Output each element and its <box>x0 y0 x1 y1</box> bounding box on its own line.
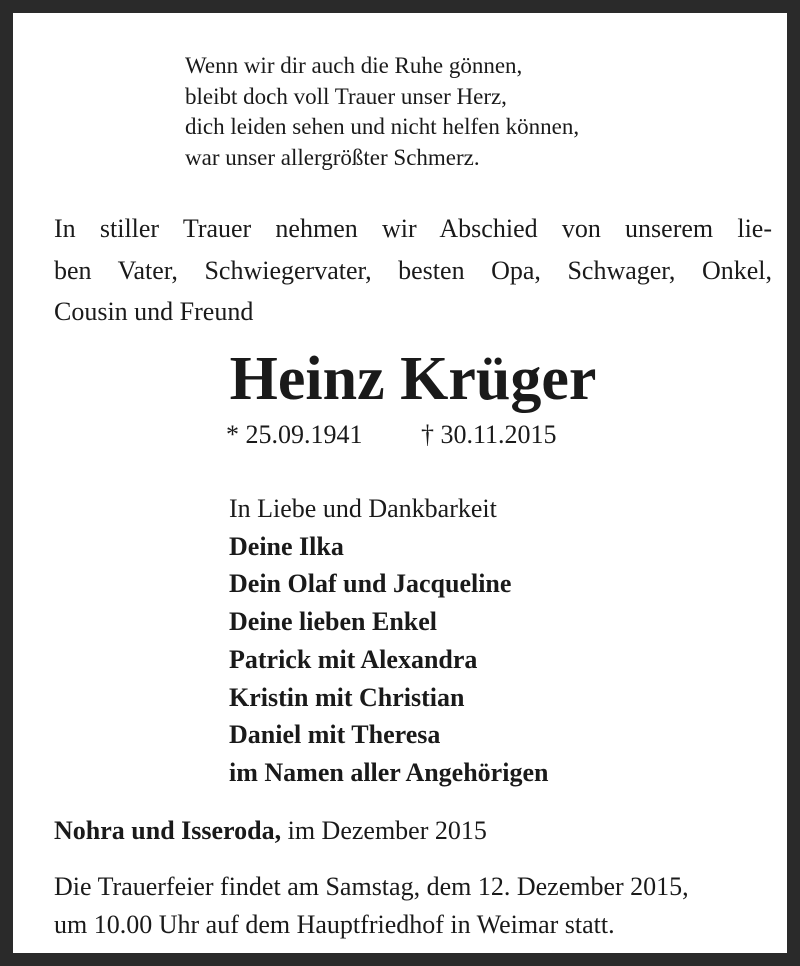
poem-line: dich leiden sehen und nicht helfen können, <box>185 114 580 139</box>
poem-line: war unser allergrößter Schmerz. <box>185 144 480 170</box>
mourner-name: Kristin mit Christian <box>229 682 465 712</box>
poem-line: Wenn wir dir auch die Ruhe gönnen, <box>185 53 523 78</box>
mourner-name: im Namen aller Angehörigen <box>229 757 549 787</box>
deceased-name: Heinz Krüger <box>229 345 597 413</box>
place-date: im Dezember 2015 <box>287 816 487 845</box>
farewell-line: Cousin und Freund <box>54 297 254 326</box>
mourner-name: Dein Olaf und Jacqueline <box>229 569 512 599</box>
farewell-line: ben Vater, Schwiegervater, besten Opa, Schwager, Onkel, <box>54 255 772 285</box>
mourners-list <box>229 490 548 792</box>
death-date: † 30.11.2015 <box>421 420 557 449</box>
birth-date: * 25.09.1941 <box>226 420 363 449</box>
place-and-date <box>54 813 487 849</box>
mourner-name: Deine lieben Enkel <box>229 607 438 637</box>
mourner-name: Patrick mit Alexandra <box>229 644 478 674</box>
service-line: um 10.00 Uhr auf dem Hauptfriedhof in Weimar statt. <box>54 910 615 939</box>
service-line: Die Trauerfeier findet am Samstag, dem 12. Dezember 2015, <box>54 872 689 901</box>
mourner-name: Deine Ilka <box>229 531 344 561</box>
farewell-line: In stiller Trauer nehmen wir Abschied von unserem lie- <box>54 214 772 243</box>
signoff-intro: In Liebe und Dankbarkeit <box>229 494 497 523</box>
poem-line: bleibt doch voll Trauer unser Herz, <box>185 83 507 109</box>
funeral-service-info <box>54 868 689 944</box>
place-location: Nohra und Isseroda, <box>54 816 282 845</box>
life-dates <box>226 417 557 453</box>
mourner-name: Daniel mit Theresa <box>229 720 441 750</box>
farewell-text <box>54 208 772 333</box>
poem-verse <box>185 51 579 173</box>
